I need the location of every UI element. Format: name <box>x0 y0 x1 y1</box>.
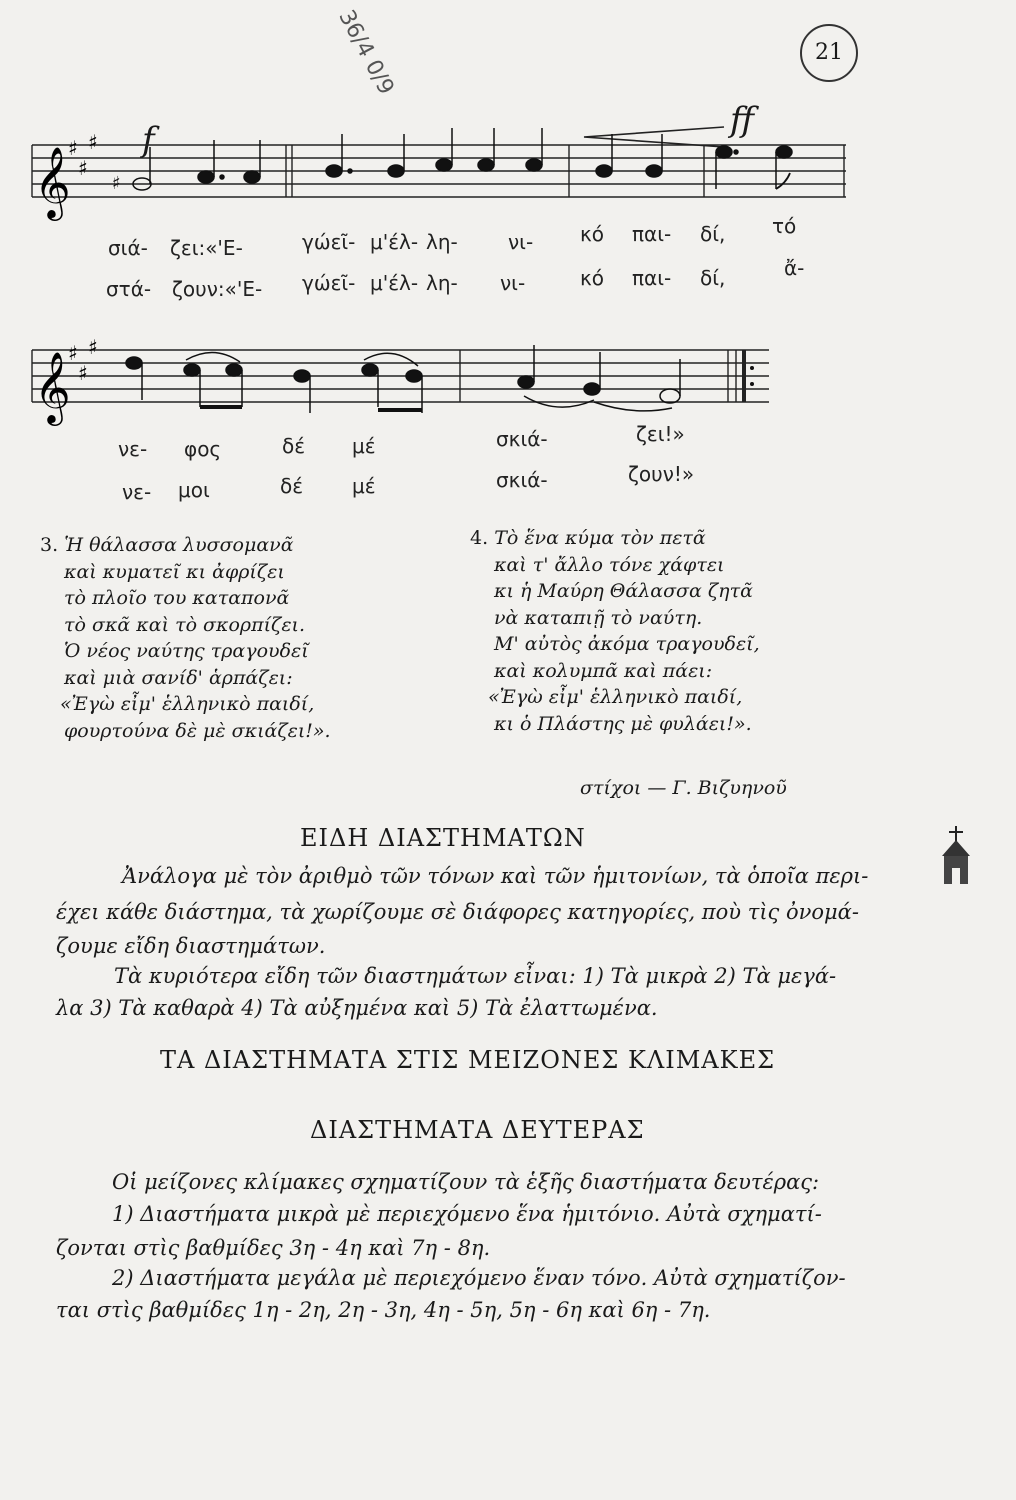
lyric-syllable: σιά- <box>108 236 148 260</box>
lyric-syllable: σκιά- <box>496 427 548 451</box>
svg-text:♯: ♯ <box>68 341 78 365</box>
lyric-syllable: μ'έλ- <box>370 230 419 254</box>
verse-line: τὸ σκᾶ καὶ τὸ σκορπίζει. <box>64 613 306 636</box>
lyric-syllable: ζουν!» <box>628 462 695 486</box>
verse-line: νὰ καταπιῇ τὸ ναύτη. <box>494 606 703 629</box>
svg-text:𝄞: 𝄞 <box>34 145 71 218</box>
svg-text:𝄞: 𝄞 <box>34 350 71 423</box>
verse-number: 3. <box>40 534 59 556</box>
paragraph-line: Τὰ κυριότερα εἴδη τῶν διαστημάτων εἶναι: 1) Τὰ μικρὰ 2) Τὰ μεγά- <box>114 964 837 988</box>
verse-number: 4. <box>470 527 489 549</box>
svg-text:♯: ♯ <box>88 335 98 359</box>
lyric-syllable: στά- <box>106 277 152 301</box>
verse-line: 3. Ἡ θάλασσα λυσσομανᾶ <box>40 534 294 556</box>
verse-line: κι ὁ Πλάστης μὲ φυλάει!». <box>494 712 752 735</box>
verse-line: καὶ τ' ἄλλο τόνε χάφτει <box>494 553 725 576</box>
lyric-syllable: δί, <box>700 222 726 246</box>
lyrics-credit: στίχοι — Γ. Βιζυηνοῦ <box>580 777 787 799</box>
verse-line: 4. Τὸ ἕνα κύμα τὸν πετᾶ <box>470 527 706 549</box>
lyric-syllable: σκιά- <box>496 468 548 492</box>
dynamic-forte: f <box>142 120 155 160</box>
verse-line: καὶ κυματεῖ κι ἀφρίζει <box>64 560 285 583</box>
lyric-syllable: φος <box>184 437 222 461</box>
lyric-syllable: παι- <box>632 266 672 290</box>
verse-3 <box>40 532 331 744</box>
lyric-syllable: τό <box>772 214 797 238</box>
lyric-syllable: δί, <box>700 266 726 290</box>
lyric-syllable: παι- <box>632 222 672 246</box>
lyric-syllable: δέ <box>282 434 306 458</box>
paragraph-line: Ἀνάλογα μὲ τὸν ἀριθμὸ τῶν τόνων καὶ τῶν ἡμιτονίων, τὰ ὁποῖα περι- <box>122 864 869 888</box>
svg-text:♯: ♯ <box>112 173 121 194</box>
paragraph-line: Οἱ μείζονες κλίμακες σχηματίζουν τὰ ἑξῆς διαστήματα δευτέρας: <box>112 1170 820 1194</box>
verse-line: «Ἐγὼ εἶμ' ἑλληνικὸ παιδί, <box>60 693 315 715</box>
svg-text:♯: ♯ <box>88 130 98 154</box>
lyric-syllable: νε- <box>122 480 152 504</box>
paragraph-line: έχει κάθε διάστημα, τὰ χωρίζουμε σὲ διάφορες κατηγορίες, ποὺ τὶς ὀνομά- <box>56 900 859 924</box>
verse-line: «Ἐγὼ εἶμ' ἑλληνικὸ παιδί, <box>488 686 743 708</box>
lyric-syllable: γώεῖ- <box>302 271 356 295</box>
lyric-syllable: ἄ- <box>784 256 805 280</box>
archive-handwritten-mark: 36/4 0/9 <box>333 6 399 99</box>
lyric-syllable: μέ <box>352 474 376 498</box>
paragraph-line: λα 3) Τὰ καθαρὰ 4) Τὰ αὐξημένα καὶ 5) Τὰ ἐλαττωμένα. <box>56 996 658 1020</box>
music-staff-2 <box>24 330 814 440</box>
dynamic-fortissimo: ff <box>730 100 755 140</box>
verse-line: καὶ μιὰ σανίδ' ἁρπάζει: <box>64 666 293 689</box>
lyric-syllable: κό <box>580 266 605 290</box>
verse-line: κι ἡ Μαύρη Θάλασσα ζητᾶ <box>494 580 753 602</box>
verse-4 <box>470 525 760 737</box>
lyric-syllable: ζει:«'Ε- <box>170 236 243 260</box>
verse-line: τὸ πλοῖο του καταπονᾶ <box>64 587 290 609</box>
lyric-syllable: λη- <box>426 230 458 254</box>
verse-line: φουρτούνα δὲ μὲ σκιάζει!». <box>64 719 331 742</box>
lyric-syllable: δέ <box>280 474 304 498</box>
paragraph-line: ζουμε εἴδη διαστημάτων. <box>56 934 326 958</box>
lyric-syllable: μέ <box>352 434 376 458</box>
lyric-syllable: μοι <box>178 478 210 502</box>
verse-line: Ὁ νέος ναύτης τραγουδεῖ <box>64 640 309 662</box>
paragraph-line: ζονται στὶς βαθμίδες 3η - 4η καὶ 7η - 8η. <box>56 1236 491 1260</box>
svg-text:♯: ♯ <box>78 156 88 180</box>
verse-line: Μ' αὐτὸς ἀκόμα τραγουδεῖ, <box>494 633 760 655</box>
paragraph-line: 1) Διαστήματα μικρὰ μὲ περιεχόμενο ἕνα ἡμιτόνιο. Αὐτὰ σχηματί- <box>112 1202 822 1226</box>
section-heading-second-intervals: ΔΙΑΣΤΗΜΑΤΑ ΔΕΥΤΕΡΑΣ <box>310 1116 645 1144</box>
svg-text:♯: ♯ <box>68 136 78 160</box>
lyric-syllable: ζει!» <box>636 422 685 446</box>
paragraph-line: 2) Διαστήματα μεγάλα μὲ περιεχόμενο ἕναν τόνο. Αὐτὰ σχηματίζον- <box>112 1266 846 1290</box>
paragraph-line: ται στὶς βαθμίδες 1η - 2η, 2η - 3η, 4η - 5η, 5η - 6η καὶ 6η - 7η. <box>56 1298 711 1322</box>
svg-text:♯: ♯ <box>78 361 88 385</box>
verse-line: καὶ κολυμπᾶ καὶ πάει: <box>494 659 713 682</box>
lyric-syllable: νε- <box>118 437 148 461</box>
lyric-syllable: γώεῖ- <box>302 230 356 254</box>
music-staff-1 <box>24 125 864 235</box>
lyric-syllable: μ'έλ- <box>370 271 419 295</box>
section-heading-major-scales: ΤΑ ΔΙΑΣΤΗΜΑΤΑ ΣΤΙΣ ΜΕΙΖΟΝΕΣ ΚΛΙΜΑΚΕΣ <box>160 1046 776 1074</box>
lyric-syllable: ζουν:«'Ε- <box>172 277 263 301</box>
lyric-syllable: νι- <box>500 271 526 295</box>
lyric-syllable: κό <box>580 222 605 246</box>
page-number: 21 <box>800 24 858 82</box>
lyric-syllable: λη- <box>426 271 458 295</box>
section-heading-interval-types: ΕΙΔΗ ΔΙΑΣΤΗΜΑΤΩΝ <box>300 824 586 852</box>
lyric-syllable: νι- <box>508 230 534 254</box>
church-stamp-icon <box>936 826 976 890</box>
